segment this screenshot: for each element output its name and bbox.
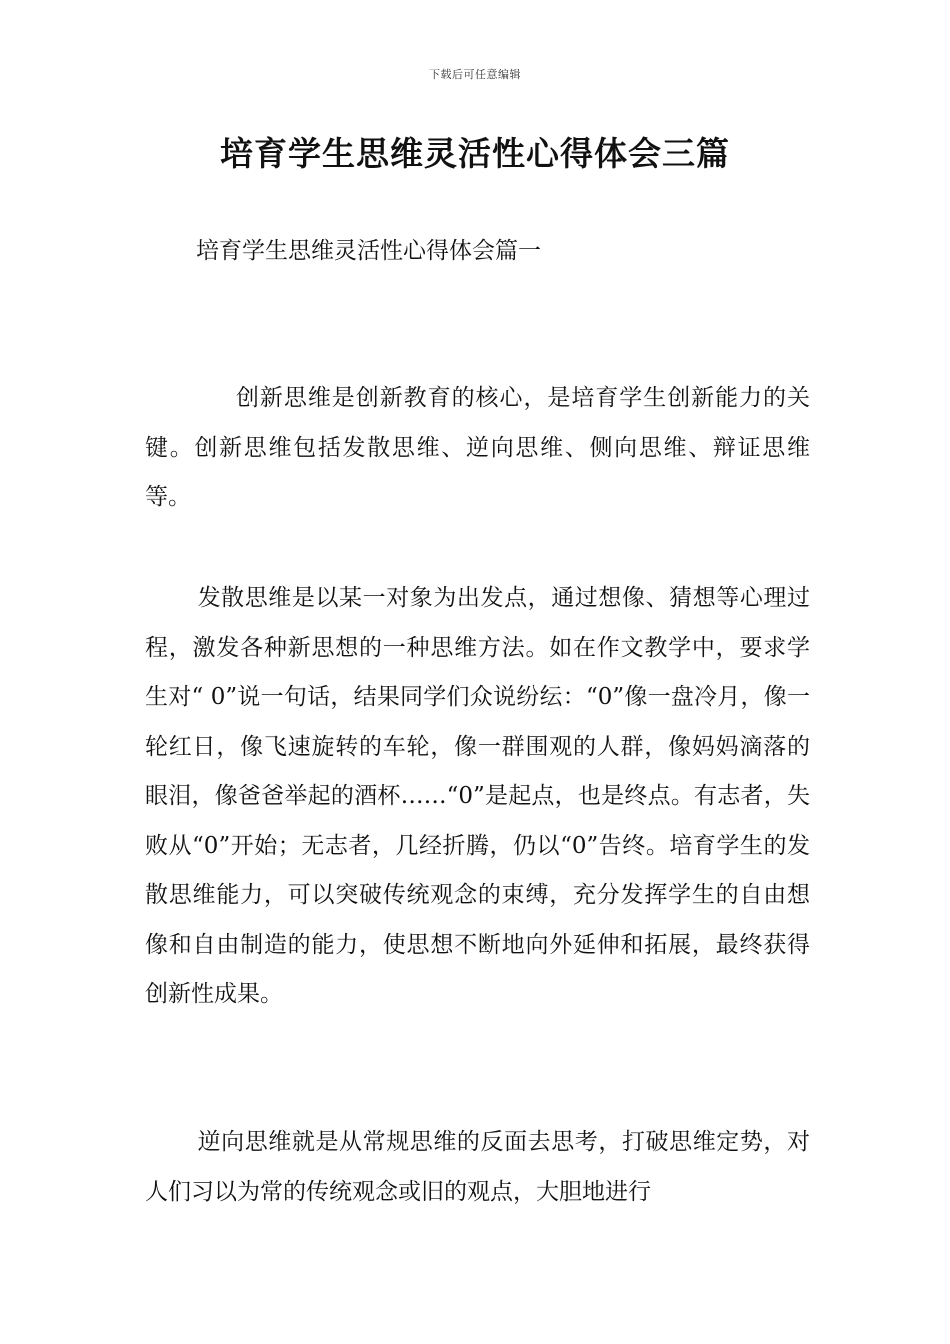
document-title: 培育学生思维灵活性心得体会三篇 [220,134,730,173]
paragraph-1-text: 创新思维是创新教育的核心，是培育学生创新能力的关键。创新思维包括发散思维、逆向思维、侧向思维、辩证思维等。 [145,385,810,510]
section-title: 培育学生思维灵活性心得体会篇一 [196,238,541,264]
paragraph-3 [145,1118,810,1217]
paragraph-1 [145,374,810,523]
paragraph-3-text: 逆向思维就是从常规思维的反面去思考，打破思维定势，对人们习以为常的传统观念或旧的观点，大胆地进行 [145,1129,810,1205]
header-note: 下载后可任意编辑 [429,68,521,81]
paragraph-2 [145,574,810,1020]
paragraph-2-text: 发散思维是以某一对象为出发点，通过想像、猜想等心理过程，激发各种新思想的一种思维方法。如在作文教学中，要求学生对“ 0”说一句话，结果同学们众说纷纭：“0”像一盘冷月，像一轮红日，像飞速旋转的车轮，像一群围观的人群，像妈妈滴落的眼泪，像爸爸举起的酒杯……“0”是起点，也是终点。有志者，失败从“0”开始；无志者，几经折腾，仍以“0”告终。培育学生的发散思维能力，可以突破传统观念的束缚，充分发挥学生的自由想像和自由制造的能力，使思想不断地向外延伸和拓展，最终获得创新性成果。 [145,585,810,1007]
